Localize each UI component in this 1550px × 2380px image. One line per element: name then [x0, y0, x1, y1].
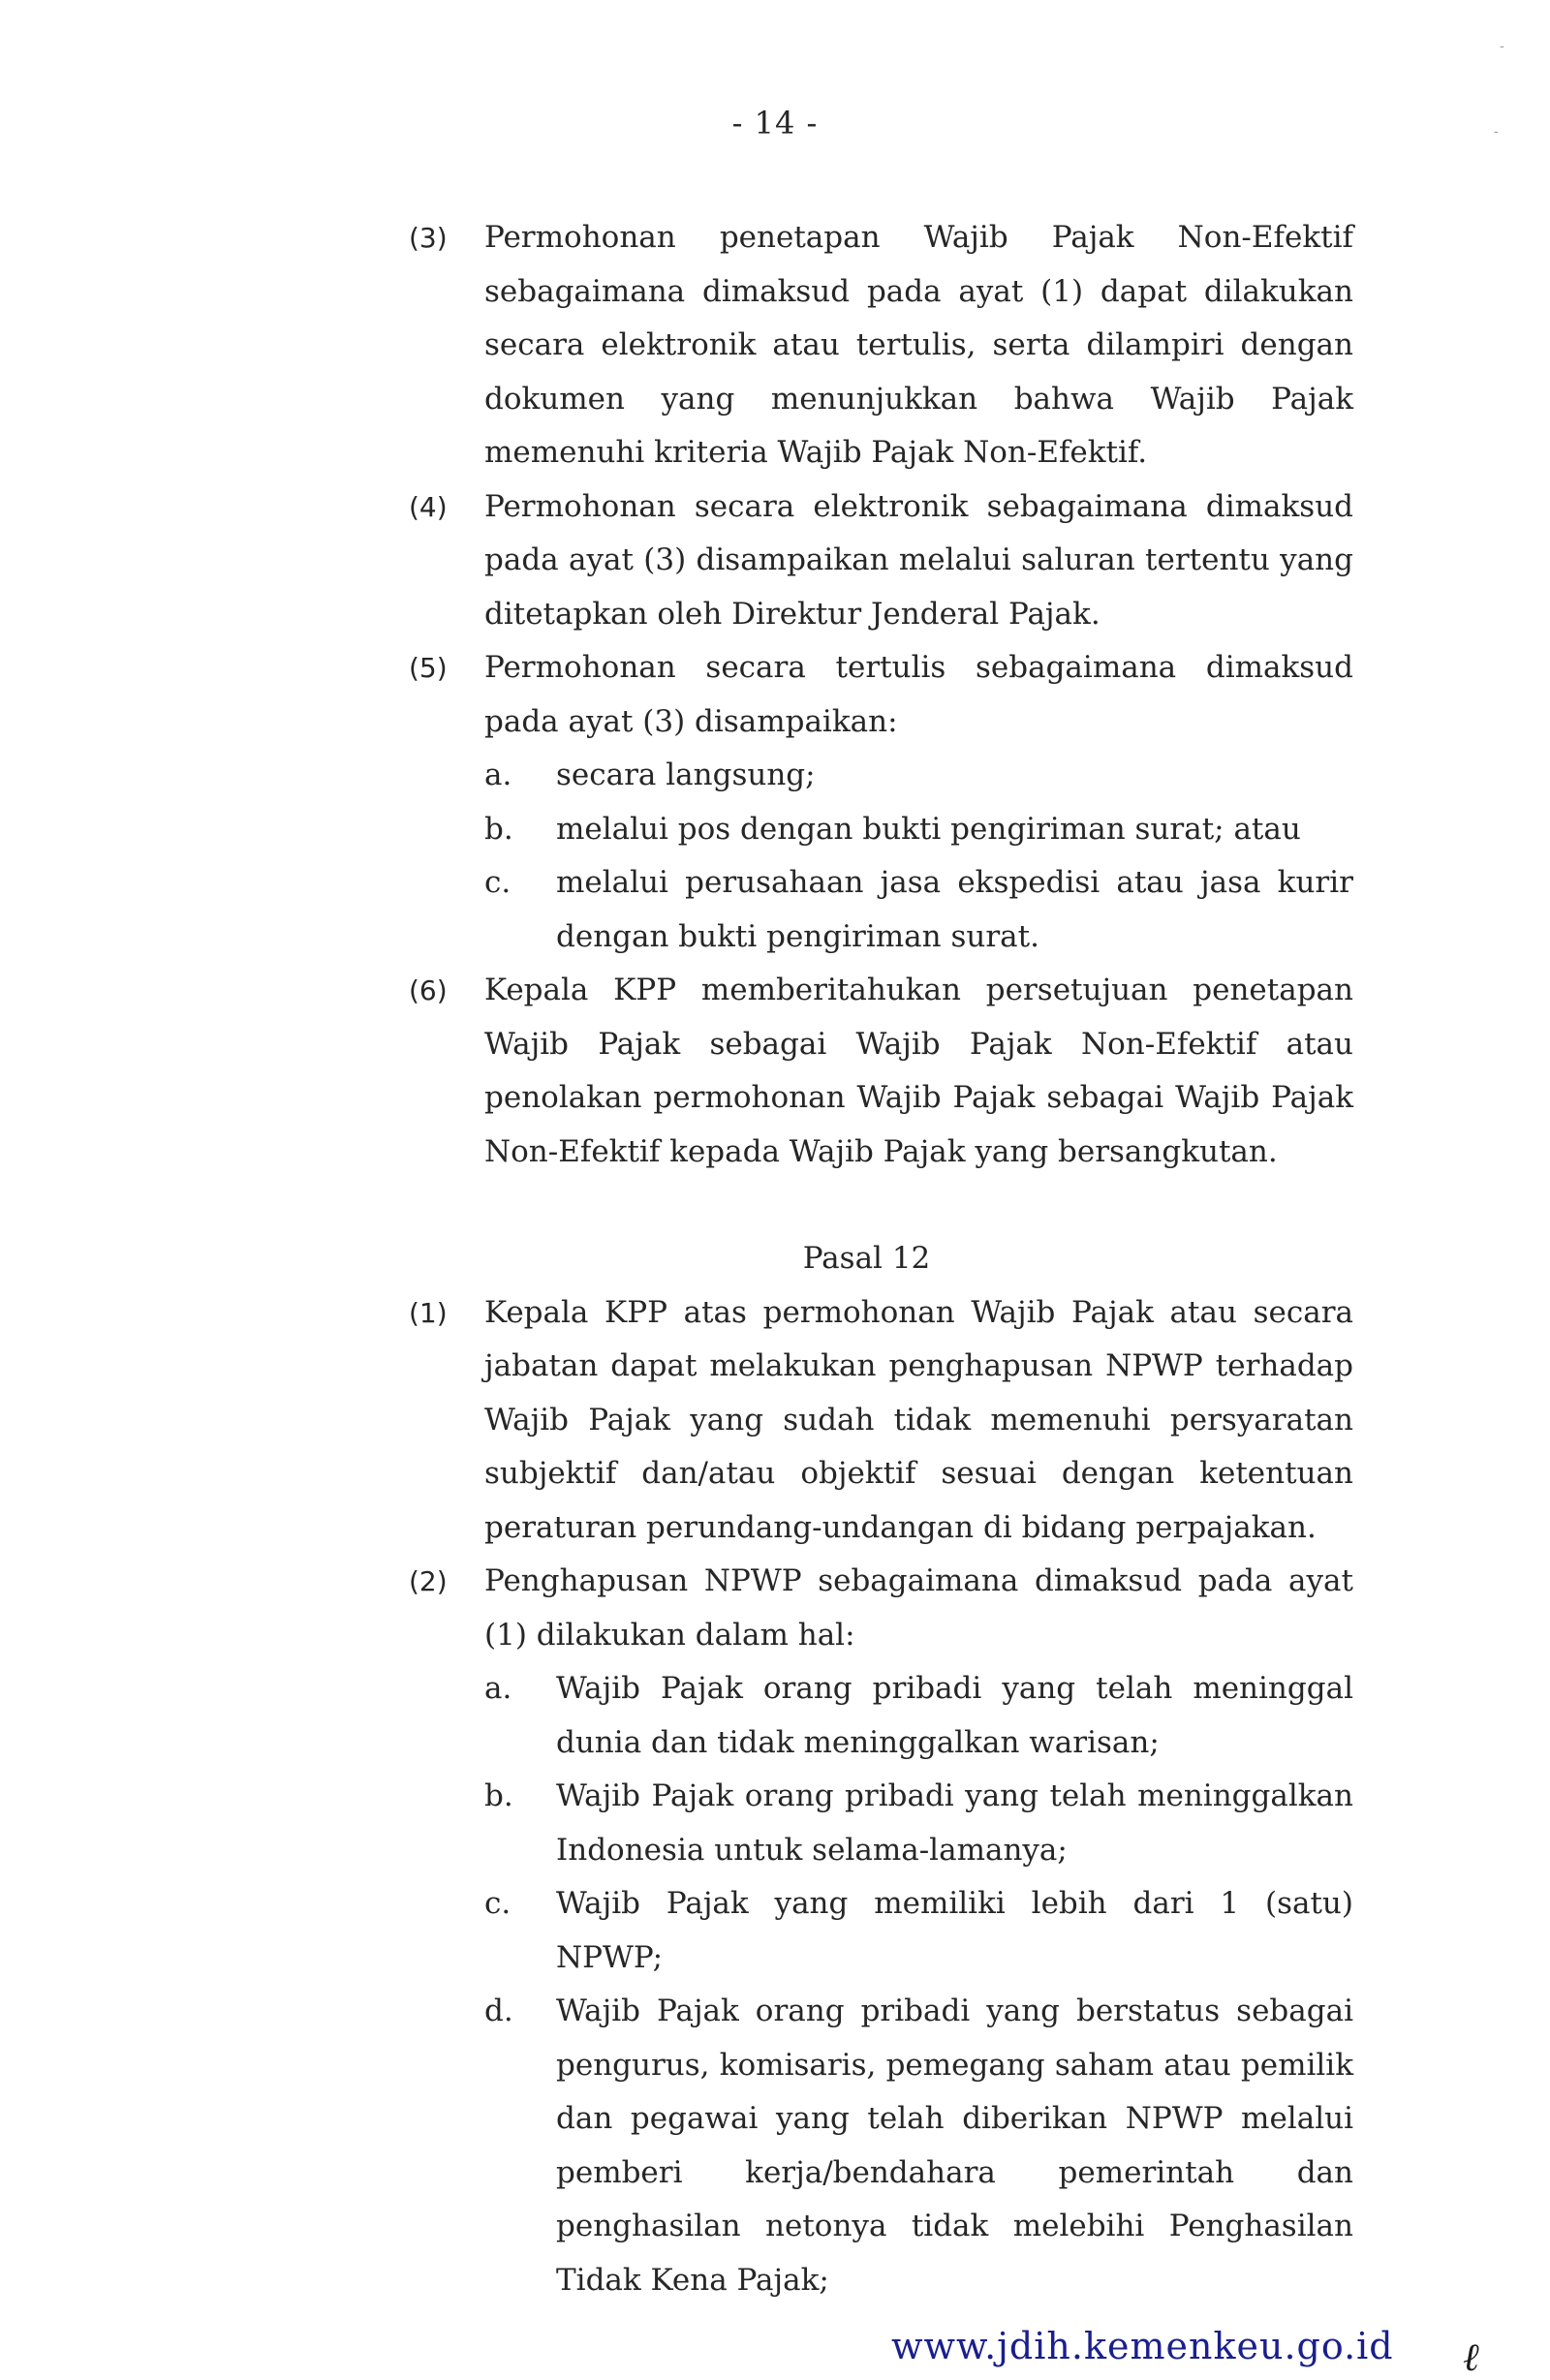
paragraph — [409, 964, 1353, 1179]
document-body — [409, 211, 1353, 2307]
list-item — [484, 803, 1353, 857]
list-item-text: Wajib Pajak yang memiliki lebih dari 1 (satu) NPWP; — [556, 1886, 1353, 1975]
list-item — [484, 749, 1353, 803]
list-item-text: melalui pos dengan bukti pengiriman surat; atau — [556, 811, 1301, 847]
paragraph-text: Permohonan penetapan Wajib Pajak Non-Efektif sebagaimana dimaksud pada ayat (1) dapat dilakukan secara elektronik atau tertulis, serta dilampiri dengan dokumen yang menunjukkan bahwa Wajib Pajak memenuhi kriteria Wajib Pajak Non-Efektif. — [484, 220, 1353, 470]
paragraph-number: (2) — [409, 1565, 448, 1597]
list-item-letter: b. — [484, 811, 513, 847]
paragraph-text: Kepala KPP memberitahukan persetujuan penetapan Wajib Pajak sebagai Wajib Pajak Non-Efektif atau penolakan permohonan Wajib Pajak sebagai Wajib Pajak Non-Efektif kepada Wajib Pajak yang bersangkutan. — [484, 973, 1353, 1169]
paragraph-body — [484, 641, 1353, 964]
list-item-text: Wajib Pajak orang pribadi yang telah meninggal dunia dan tidak meninggalkan warisan; — [556, 1671, 1353, 1760]
paragraph — [409, 1555, 1353, 2307]
list-item-text: secara langsung; — [556, 757, 816, 792]
paragraph-text: Kepala KPP atas permohonan Wajib Pajak atau secara jabatan dapat melakukan penghapusan NPWP terhadap Wajib Pajak yang sudah tidak memenuhi persyaratan subjektif dan/atau objektif sesuai dengan ketentuan peraturan perundang-undangan di bidang perpajakan. — [484, 1294, 1353, 1545]
list-item-letter: c. — [484, 1886, 512, 1921]
page-number: - 14 - — [731, 105, 819, 141]
list-item-text: Wajib Pajak orang pribadi yang telah meninggalkan Indonesia untuk selama-lamanya; — [556, 1778, 1353, 1868]
scan-mark: - — [1494, 124, 1499, 139]
scan-mark: - — [1500, 39, 1504, 54]
list-item — [484, 1770, 1353, 1877]
paragraph — [409, 480, 1353, 642]
handwritten-initial: ℓ — [1463, 2335, 1479, 2380]
article-heading: Pasal 12 — [802, 1241, 931, 1276]
list-item-text: Wajib Pajak orang pribadi yang berstatus sebagai pengurus, komisaris, pemegang saham atau pemilik dan pegawai yang telah diberikan NPWP melalui pemberi kerja/bendahara pemerintah dan penghasilan netonya tidak melebihi Penghasilan Tidak Kena Pajak; — [556, 1994, 1353, 2298]
paragraph-text: Permohonan secara tertulis sebagaimana dimaksud pada ayat (3) disampaikan: — [484, 650, 1353, 739]
paragraph-number: (1) — [409, 1296, 448, 1329]
list-item-letter: a. — [484, 757, 512, 792]
list-item-letter: d. — [484, 1994, 513, 2028]
list-item — [484, 1877, 1353, 1985]
paragraph-number: (3) — [409, 222, 448, 254]
list-item — [484, 1662, 1353, 1770]
list-item-letter: c. — [484, 865, 512, 900]
paragraph-text: Permohonan secara elektronik sebagaimana dimaksud pada ayat (3) disampaikan melalui saluran tertentu yang ditetapkan oleh Direktur Jenderal Pajak. — [484, 488, 1353, 632]
paragraph — [409, 641, 1353, 964]
list-item — [484, 1985, 1353, 2307]
paragraph — [409, 1286, 1353, 1556]
paragraph-body — [484, 1555, 1353, 2307]
paragraph-number: (6) — [409, 974, 448, 1006]
list-item-letter: b. — [484, 1778, 513, 1813]
paragraph-text: Penghapusan NPWP sebagaimana dimaksud pada ayat (1) dilakukan dalam hal: — [484, 1563, 1353, 1653]
list-item-text: melalui perusahaan jasa ekspedisi atau jasa kurir dengan bukti pengiriman surat. — [556, 865, 1353, 954]
list-item — [484, 856, 1353, 964]
list-item-letter: a. — [484, 1671, 512, 1706]
source-link[interactable]: www.jdih.kemenkeu.go.id — [891, 2325, 1394, 2367]
paragraph-number: (4) — [409, 490, 448, 523]
paragraph-number: (5) — [409, 652, 448, 684]
paragraph — [409, 211, 1353, 480]
